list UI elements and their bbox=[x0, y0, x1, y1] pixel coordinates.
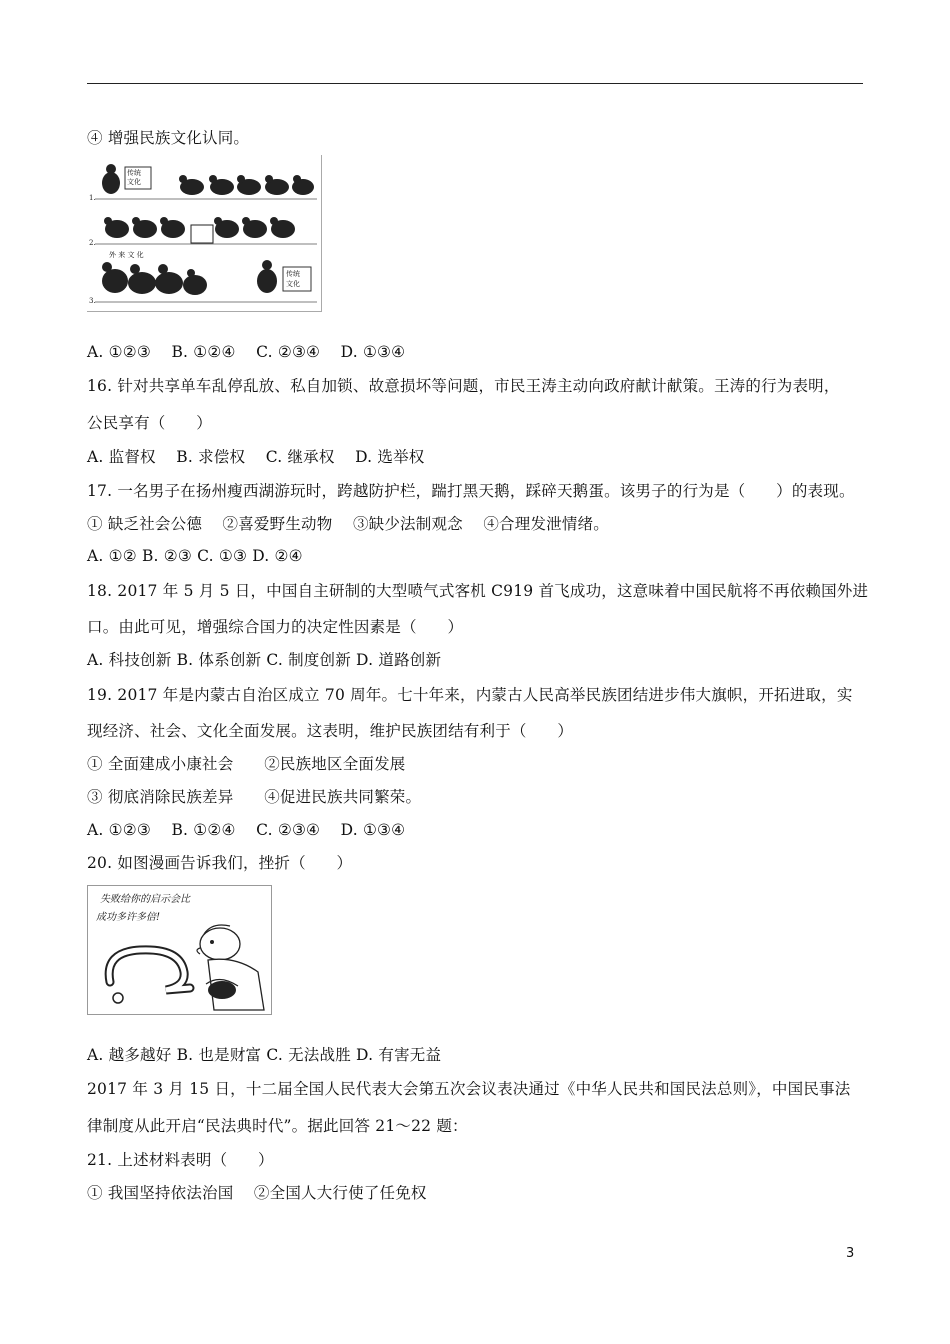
question-19: 19. 2017 年是内蒙古自治区成立 70 周年。七十年来，内蒙古人民高举民族团结进步伟大旗帜，开拓进取，实 bbox=[87, 686, 853, 704]
answer-options-19: A. ①②③ B. ①②④ C. ②③④ D. ①③④ bbox=[87, 821, 406, 839]
answer-options-16: A. 监督权 B. 求偿权 C. 继承权 D. 选举权 bbox=[87, 448, 425, 466]
header-rule bbox=[87, 83, 863, 84]
question-20: 20. 如图漫画告诉我们，挫折（ ） bbox=[87, 854, 353, 872]
question-19-items-1: ① 全面建成小康社会 ②民族地区全面发展 bbox=[87, 755, 406, 773]
question-19-cont: 现经济、社会、文化全面发展。这表明，维护民族团结有利于（ ） bbox=[87, 722, 574, 740]
svg-text:文化: 文化 bbox=[286, 280, 300, 288]
question-21-items: ① 我国坚持依法治国 ②全国人大行使了任免权 bbox=[87, 1184, 427, 1202]
failure-cartoon-image bbox=[88, 886, 271, 1014]
traditional-culture-sign-top: 传统 bbox=[127, 169, 141, 177]
page-number: 3 bbox=[846, 1246, 855, 1261]
question-16-cont: 公民享有（ ） bbox=[87, 414, 212, 432]
question-18-cont: 口。由此可见，增强综合国力的决定性因素是（ ） bbox=[87, 618, 464, 636]
material-paragraph: 2017 年 3 月 15 日，十二届全国人民代表大会第五次会议表决通过《中华人民共和国民法总则》，中国民事法 bbox=[87, 1080, 851, 1098]
answer-options-20: A. 越多越好 B. 也是财富 C. 无法战胜 D. 有害无益 bbox=[87, 1046, 442, 1064]
answer-options-17: A. ①② B. ②③ C. ①③ D. ②④ bbox=[87, 547, 303, 565]
culture-cartoon-image bbox=[87, 155, 321, 311]
row-number-3: 3. bbox=[89, 297, 96, 305]
answer-options-15: A. ①②③ B. ①②④ C. ②③④ D. ①③④ bbox=[87, 343, 406, 361]
question-18: 18. 2017 年 5 月 5 日，中国自主研制的大型喷气式客机 C919 首飞成功，这意味着中国民航将不再依赖国外进 bbox=[87, 582, 869, 600]
question-21: 21. 上述材料表明（ ） bbox=[87, 1151, 274, 1169]
foreign-culture-label: 外 来 文 化 bbox=[109, 251, 144, 259]
failure-cartoon-figure bbox=[87, 885, 272, 1015]
material-paragraph-cont: 律制度从此开启“民法典时代”。据此回答 21～22 题： bbox=[87, 1117, 468, 1135]
question-19-items-2: ③ 彻底消除民族差异 ④促进民族共同繁荣。 bbox=[87, 788, 422, 806]
answer-options-18: A. 科技创新 B. 体系创新 C. 制度创新 D. 道路创新 bbox=[87, 651, 442, 669]
option-line: ④ 增强民族文化认同。 bbox=[87, 129, 250, 147]
cartoon-caption-1: 失败给你的启示会比 bbox=[100, 894, 190, 905]
traditional-culture-sign-bottom: 传统 bbox=[286, 270, 300, 278]
svg-text:文化: 文化 bbox=[127, 178, 141, 186]
question-17-items: ① 缺乏社会公德 ②喜爱野生动物 ③缺少法制观念 ④合理发泄情绪。 bbox=[87, 515, 609, 533]
question-16: 16. 针对共享单车乱停乱放、私自加锁、故意损坏等问题，市民王涛主动向政府献计献策。王涛的行为表明， bbox=[87, 377, 840, 395]
row-number-2: 2. bbox=[89, 239, 96, 247]
culture-cartoon-figure bbox=[87, 155, 322, 312]
cartoon-caption-2: 成功多许多倍! bbox=[96, 912, 161, 923]
question-17: 17. 一名男子在扬州瘦西湖游玩时，跨越防护栏，踹打黑天鹅，踩碎天鹅蛋。该男子的行为是（ ）的表现。 bbox=[87, 482, 855, 500]
row-number-1: 1. bbox=[89, 194, 96, 202]
